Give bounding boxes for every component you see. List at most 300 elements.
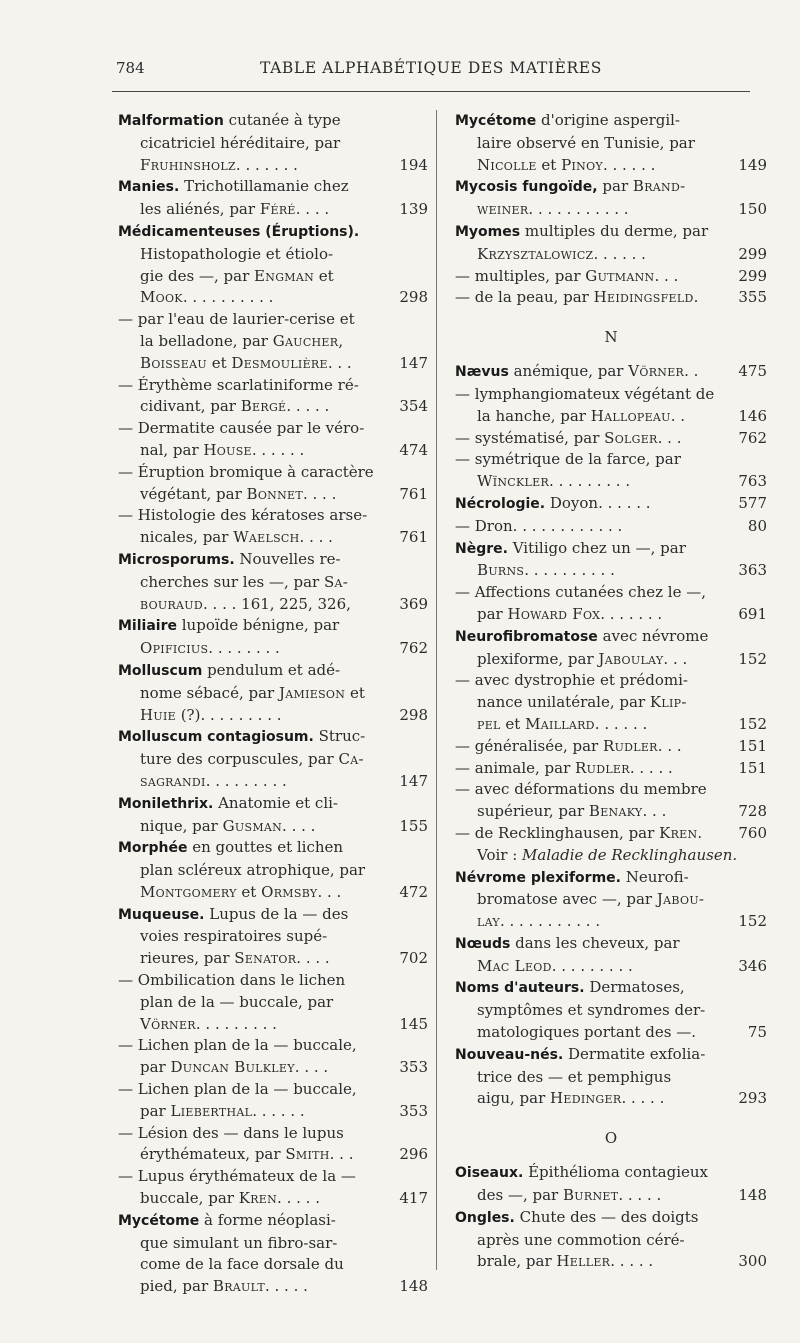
entry-text: plan scléreux atrophique, par [140,861,366,880]
entry-headword: Névrome plexiforme. [455,869,621,886]
entry-line [118,110,428,133]
cross-reference: Maladie de Recklinghausen. [522,845,738,864]
entry-headword: Morphée [118,840,188,857]
page-reference: 146 [738,406,767,425]
leader-dots: . . . . . [629,758,673,777]
entry-text: Voir : [477,845,523,864]
entry-text: — Histologie des kératoses arse- [118,506,368,525]
author-name: sagrandi [140,771,206,790]
page-reference: 298 [399,288,428,307]
entry-line [118,375,428,397]
author-name: Heidingsfeld [593,288,694,307]
entry-line [118,793,428,816]
author-name: Benaky [588,802,643,821]
entry-text: par [140,1058,171,1077]
author-name: Brand- [632,177,686,196]
leader-dots: . . . . . . [252,1101,305,1120]
entry-line [455,933,767,956]
author-name: Jabou- [656,890,705,909]
entry-line [118,462,428,484]
page-reference: 152 [738,714,767,733]
entry-headword: Nœuds [455,935,511,952]
author-name: Heller [556,1252,611,1271]
leader-dots: . . . . . [618,1186,662,1205]
entry-line [455,736,767,758]
entry-headword: Oiseaux. [455,1165,524,1182]
entry-line [118,484,428,506]
leader-dots: . . . [657,736,682,755]
entry-line [455,1044,767,1067]
entry-headword: Mycosis fungoïde, [455,179,598,196]
leader-dots: . . . . [295,200,330,219]
author-name: Vörner [140,1014,196,1033]
entry-line [455,977,767,1000]
entry-line [118,1166,428,1188]
entry-text: les aliénés, par [140,200,260,219]
page-reference: 363 [738,561,767,580]
entry-line [118,1057,428,1079]
section-letter-heading: O [604,1129,618,1148]
entry-line [455,266,767,288]
entry-line [455,1251,767,1273]
page-number: 784 [116,59,145,77]
author-name: Krzysztalowicz [477,244,594,263]
index-entry [118,505,428,549]
leader-dots: . . . . . . [251,440,305,459]
entry-line [118,155,428,177]
entry-line [118,1144,428,1166]
entry-text: — Dron. . . . . . . . . . . . [455,516,623,535]
entry-text: — de la peau, par [455,288,594,307]
entry-text: anémique, par [508,362,629,381]
author-name: Ca- [338,750,364,769]
page-reference: 148 [738,1186,767,1205]
entry-text: supérieur, par [477,802,589,821]
author-name: Smith [285,1145,330,1164]
entry-text: cicatriciel héréditaire, par [140,133,341,152]
entry-line [118,244,428,266]
index-entry [118,1079,428,1123]
page-reference: 80 [747,516,767,535]
index-entry [455,779,767,823]
entry-text: — systématisé, par [455,428,605,447]
entry-line [118,1014,428,1036]
entry-line [455,155,767,177]
author-name: Gutmann [585,266,655,285]
entry-text: trice des — et pemphigus [477,1067,672,1086]
entry-line [455,384,767,406]
index-entry [118,970,428,1035]
entry-line [118,1254,428,1276]
index-entry [118,221,428,309]
author-name: Solger [604,428,658,447]
index-entry [455,933,767,978]
entry-line [118,860,428,882]
index-entry [455,428,767,450]
entry-line [118,1035,428,1057]
entry-line [455,1000,767,1022]
entry-line [118,133,428,155]
author-name: Lieberthal [170,1101,253,1120]
author-name: Maillard [525,714,595,733]
entry-line [455,221,767,244]
entry-text: Anatomie et cli- [213,793,338,812]
entry-text: gie des —, par [140,266,255,285]
entry-text: . . . . . . . . [208,639,280,658]
author-name: Rudler [602,736,658,755]
entry-text: nome sébacé, par [140,683,279,702]
author-name: Engman [254,266,315,285]
page-reference: 300 [738,1252,767,1271]
index-entry [118,176,428,221]
leader-dots: . . . . [299,528,333,547]
entry-line [118,615,428,638]
right-column [455,110,767,1273]
entry-text: — symétrique de la farce, par [455,450,681,469]
entry-headword: Manies. [118,179,180,196]
leader-dots: . . . . . [264,1277,308,1296]
entry-text: Doyon. . . . . . [545,493,651,512]
author-name: Pinoy [561,155,603,174]
leader-dots: . . . . [282,816,316,835]
index-entry [118,793,428,838]
entry-text: — multiples, par [455,266,586,285]
leader-dots: et [314,266,334,285]
leader-dots: . . . . . [610,1252,654,1271]
author-name: Gusman [222,816,283,835]
page-reference: 472 [399,882,428,901]
author-name: Gaucher, [272,331,344,350]
entry-line [455,1185,767,1207]
entry-text: nal, par [140,440,204,459]
entry-text: Dermatoses, [584,978,685,997]
page-reference: 702 [399,949,428,968]
leader-dots: . . . [329,1145,354,1164]
leader-dots: . [697,823,703,842]
entry-line [455,911,767,933]
entry-text: pendulum et adé- [202,660,341,679]
index-entry [118,309,428,374]
entry-text: — Ombilication dans le lichen [118,971,346,990]
entry-line [455,471,767,493]
entry-line [118,1123,428,1145]
entry-line [118,331,428,353]
entry-line [118,527,428,549]
leader-dots: . . . . . [621,1089,665,1108]
leader-dots: . . . [654,266,679,285]
entry-text: Struc- [313,727,366,746]
entry-line [118,970,428,992]
entry-text: nicales, par [140,528,234,547]
entry-text: par [597,177,633,196]
page-reference: 148 [399,1277,428,1296]
entry-text: — lymphangiomateux végétant de [455,384,715,403]
entry-line [455,823,767,845]
entry-text: cidivant, par [140,397,241,416]
index-entry [455,670,767,735]
page-reference: 152 [738,649,767,668]
entry-line [118,683,428,705]
author-name: Huie [140,705,176,724]
entry-line [455,582,767,604]
index-entry [118,375,428,419]
section-letter-heading: N [604,328,618,347]
entry-text: la belladone, par [140,331,273,350]
author-name: Féré [259,200,296,219]
entry-text: . . . . . . . . . [205,771,287,790]
leader-dots: . [693,288,699,307]
entry-text: . . . . . . . . . [195,1014,277,1033]
index-entry [455,493,767,516]
author-name: Hallopeau [590,406,671,425]
entry-line [118,660,428,683]
index-entry [455,516,767,538]
entry-headword: Ongles. [455,1209,515,1226]
leader-dots: . . . . [294,1058,329,1077]
entry-text: nance unilatérale, par [477,693,650,712]
entry-text: aigu, par [477,1089,551,1108]
entry-line [455,626,767,649]
index-entry [455,1044,767,1110]
index-entry [118,615,428,660]
entry-text: — Lupus érythémateux de la — [118,1167,356,1186]
author-name: Montgomery [140,882,237,901]
entry-line [118,638,428,660]
page-reference: 353 [399,1101,428,1120]
author-name: House [203,440,252,459]
entry-line [455,758,767,780]
leader-dots: et [345,683,365,702]
page-reference: 296 [399,1145,428,1164]
entry-line [455,361,767,384]
entry-line [118,353,428,375]
author-name: Waelsch [233,528,300,547]
entry-headword: Nécrologie. [455,495,546,512]
entry-line [455,714,767,736]
entry-line [118,549,428,572]
entry-headword: Molluscum contagiosum. [118,729,314,746]
index-entry [455,736,767,758]
page-reference: 75 [747,1023,767,1042]
entry-line [118,572,428,594]
author-name: Jaboulay [598,649,664,668]
page-reference: 150 [738,200,767,219]
author-name: Boisseau [140,353,207,372]
leader-dots: . . . [663,649,688,668]
entry-line [455,516,767,538]
entry-text: — avec dystrophie et prédomi- [455,671,688,690]
author-name: lay [477,912,500,931]
author-name: Kren [238,1189,278,1208]
entry-text: avec névrome [597,626,709,645]
author-name: Bergé [240,397,287,416]
entry-line [118,726,428,749]
entry-text: cutanée à type [223,111,341,129]
index-entry [118,660,428,726]
entry-text: à forme néoplasi- [199,1210,336,1229]
page-reference: 417 [399,1189,428,1208]
entry-line [455,779,767,801]
entry-line [455,692,767,714]
entry-text: et [536,155,562,174]
author-name: Opificius [140,639,209,658]
leader-dots: . . . [657,428,682,447]
entry-line [455,649,767,671]
author-name: Bonnet [246,484,303,503]
entry-text: — Lichen plan de la — buccale, [118,1036,357,1055]
author-name: bouraud [140,594,203,613]
entry-text: multiples du derme, par [520,221,709,240]
entry-text: (?). . . . . . . . . [175,705,282,724]
entry-line [118,992,428,1014]
entry-line [118,1079,428,1101]
page-reference: 298 [399,705,428,724]
entry-line [118,440,428,462]
entry-line [455,560,767,582]
entry-text: voies respiratoires supé- [140,927,328,946]
entry-text: . . . . . . . [235,155,298,174]
author-name: Burns [477,561,525,580]
entry-headword: Nævus [455,364,509,381]
entry-text: laire observé en Tunisie, par [477,133,695,152]
entry-line [455,801,767,823]
page-reference: 761 [399,528,428,547]
entry-text: d'origine aspergil- [536,111,681,129]
author-name: pel [477,714,501,733]
index-entry [455,823,767,867]
page-reference: 762 [399,639,428,658]
entry-text: et [206,353,232,372]
entry-line [455,670,767,692]
entry-text: des —, par [477,1186,563,1205]
entry-line [455,133,767,155]
entry-text: — généralisée, par [455,736,603,755]
entry-line [118,221,428,244]
entry-headword: Neurofibromatose [455,628,598,645]
author-name: Jamieson [278,683,346,702]
page-reference: 139 [399,200,428,219]
entry-line [455,1207,767,1230]
index-entry [455,626,767,671]
entry-headword: Malformation [118,113,224,129]
entry-line [118,926,428,948]
author-name: Desmoulière [231,353,328,372]
index-entry [455,361,767,384]
entry-line [455,845,767,867]
entry-line [118,266,428,288]
author-name: Howard Fox [507,604,601,623]
page-reference: 194 [399,155,428,174]
entry-line [118,396,428,418]
author-name: Fruhinsholz [140,155,236,174]
author-name: Mook [140,288,183,307]
index-entry [118,1210,428,1298]
entry-text: cherches sur les —, par [140,572,324,591]
index-entry [118,1123,428,1167]
index-entry [118,462,428,506]
left-column [118,110,428,1298]
entry-headword: Nègre. [455,540,508,557]
index-entry [118,1166,428,1210]
page-reference: 293 [738,1089,767,1108]
index-entry [455,176,767,221]
entry-line [118,816,428,838]
entry-text: — avec déformations du membre [455,780,707,799]
entry-line [455,449,767,471]
entry-line [118,594,428,616]
entry-headword: Mycétome [455,113,537,129]
entry-text: lupoïde bénigne, par [176,616,340,635]
author-name: Duncan Bulkley [170,1058,295,1077]
entry-line [118,199,428,221]
entry-text: matologiques portant des —. [477,1023,697,1042]
column-divider [436,110,437,1270]
index-entry [118,726,428,792]
page-reference: 728 [738,802,767,821]
entry-text: par [477,604,508,623]
index-entry [118,904,428,970]
entry-text: Vitiligo chez un —, par [507,538,686,557]
author-name: Brault [212,1277,265,1296]
page-reference: 346 [738,956,767,975]
page-reference: 152 [738,912,767,931]
entry-text: Trichotillamanie chez [179,177,349,196]
author-name: Kren [659,823,698,842]
leader-dots: . . . [327,353,352,372]
leader-dots: . . . . [302,484,337,503]
entry-text: . . . . . . . . . . [182,288,274,307]
entry-line [118,948,428,970]
entry-text: bromatose avec —, par [477,890,657,909]
entry-text: — Lésion des — dans le lupus [118,1123,344,1142]
entry-headword: Miliaire [118,618,177,635]
page-reference: 474 [399,440,428,459]
entry-text: nique, par [140,816,223,835]
entry-text: Chute des — des doigts [514,1207,699,1226]
entry-line [455,110,767,133]
page-reference: 577 [738,493,767,512]
page-header [112,57,750,83]
leader-dots: . . . . [296,949,330,968]
entry-text: Épithélioma contagieux [523,1163,708,1182]
entry-line [118,505,428,527]
entry-text: symptômes et syndromes der- [477,1001,706,1020]
entry-line [455,406,767,428]
entry-text: come de la face dorsale du [140,1255,344,1274]
page-reference: 147 [399,353,428,372]
entry-headword: Monilethrix. [118,795,214,812]
entry-text: — Affections cutanées chez le —, [455,583,706,602]
entry-headword: Molluscum [118,662,203,679]
entry-line [455,1162,767,1185]
entry-headword: Noms d'auteurs. [455,980,585,997]
entry-line [118,418,428,440]
leader-dots: . . . . . [286,397,330,416]
entry-line [118,1233,428,1255]
index-entry [455,758,767,780]
page-reference: 147 [399,771,428,790]
entry-line [455,889,767,911]
entry-text: que simulant un fibro-sar- [140,1233,338,1252]
index-entry [455,538,767,583]
leader-dots: . . [684,362,699,381]
entry-line [118,837,428,860]
running-title: TABLE ALPHABÉTIQUE DES MATIÈRES [260,59,602,77]
entry-text: . . . . . . . . . . . [499,912,601,931]
index-entry [455,384,767,428]
entry-headword: Médicamenteuses (Éruptions). [118,223,360,240]
entry-text: . . . . . . . . . . . [528,200,629,219]
